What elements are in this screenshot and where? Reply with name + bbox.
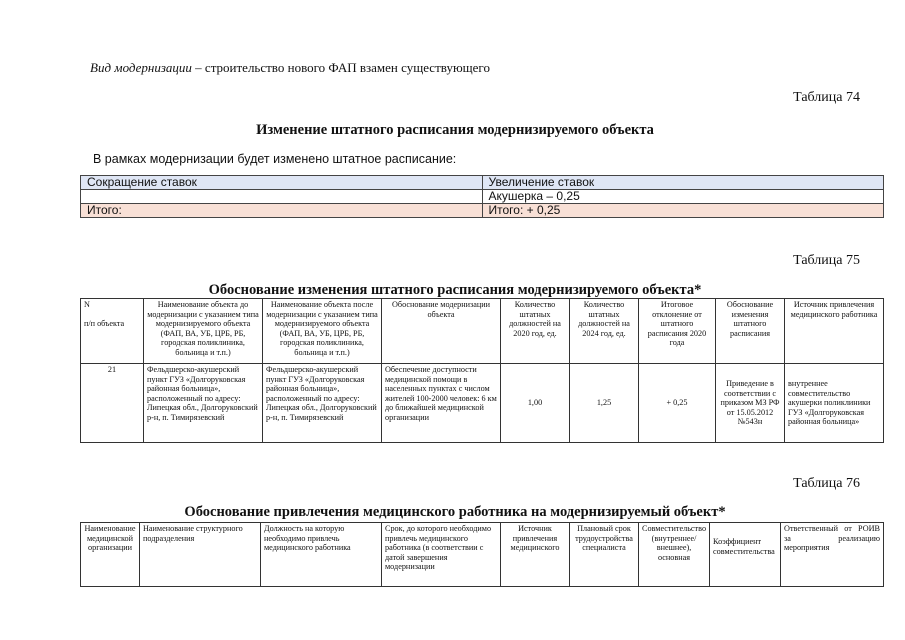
change-reason: Приведение в соответствии с приказом МЗ РФ от 15.05.2012 №543н xyxy=(716,364,785,443)
justification: Обеспечение доступности медицинской помощи в населенных пунктах с числом жителей 100-2000 человек: 6 км до ближайшей медицинской организации xyxy=(382,364,501,443)
header-increase: Увеличение ставок xyxy=(482,176,884,190)
table-row xyxy=(81,190,884,204)
header-name-before: Наименование объекта до модернизации с указанием типа модернизируемого объекта (ФАП, ВА, УБ, ЦРБ, РБ, городская поликлиника, больница и т.п.) xyxy=(144,299,263,364)
header-source: Источник привлечения медицинского работника xyxy=(785,299,884,364)
total-reduction: Итого: xyxy=(81,204,483,218)
staff-2020: 1,00 xyxy=(501,364,570,443)
table-74-title: Изменение штатного расписания модернизируемого объекта xyxy=(256,122,654,138)
table-header-row xyxy=(81,299,884,364)
modernization-type-line xyxy=(90,60,490,76)
header-staff-2020: Количество штатных должностей на 2020 год, ед. xyxy=(501,299,570,364)
header-combination: Совместительство (внутреннее/внешнее), основная xyxy=(639,523,710,587)
header-deviation: Итоговое отклонение от штатного расписания 2020 года xyxy=(639,299,716,364)
header-reduction: Сокращение ставок xyxy=(81,176,483,190)
header-responsible: Ответственный от РОИВ за реализацию мероприятия xyxy=(781,523,884,587)
header-subdivision: Наименование структурного подразделения xyxy=(140,523,261,587)
table-header-row xyxy=(81,176,884,190)
header-source: Источник привлечения медицинского xyxy=(501,523,570,587)
name-before: Фельдшерско-акушерский пункт ГУЗ «Долгоруковская районная больница», расположенный по адресу: Липецкая обл., Долгоруковский р-н, п. Тимирязевский xyxy=(144,364,263,443)
table-75-label: Таблица 75 xyxy=(793,253,860,268)
table-76-label: Таблица 76 xyxy=(793,476,860,491)
header-deadline: Срок, до которого необходимо привлечь медицинского работника (в соответствии с датой завершения модернизации xyxy=(382,523,501,587)
table-74-label: Таблица 74 xyxy=(793,90,860,105)
header-staff-2024: Количество штатных должностей на 2024 год, ед. xyxy=(570,299,639,364)
table-header-row xyxy=(81,523,884,587)
modernization-type-label: Вид модернизации xyxy=(90,60,192,75)
worker-attraction-table xyxy=(80,522,884,587)
staff-justification-table xyxy=(80,298,884,443)
staff-change-table xyxy=(80,175,884,218)
staff-2024: 1,25 xyxy=(570,364,639,443)
header-hiring-term: Плановый срок трудоустройства специалиста xyxy=(570,523,639,587)
header-justification: Обоснование модернизации объекта xyxy=(382,299,501,364)
header-position: Должность на которую необходимо привлечь медицинского работника xyxy=(261,523,382,587)
header-coefficient: Коэффициент совместительства xyxy=(710,523,781,587)
table-76-title: Обоснование привлечения медицинского работника на модернизируемый объект* xyxy=(184,504,726,520)
source: внутреннее совместительство акушерки поликлиники ГУЗ «Долгоруковская районная больница» xyxy=(785,364,884,443)
header-name-after: Наименование объекта после модернизации с указанием типа модернизируемого объекта (ФАП, ВА, УБ, ЦРБ, РБ, городская поликлиника, больница и т.п.) xyxy=(263,299,382,364)
header-object-number: N п/п объекта xyxy=(81,299,144,364)
total-increase: Итого: + 0,25 xyxy=(482,204,884,218)
deviation: + 0,25 xyxy=(639,364,716,443)
table-row xyxy=(81,364,884,443)
table-75-title: Обоснование изменения штатного расписания модернизируемого объекта* xyxy=(208,282,702,298)
modernization-type-value: – строительство нового ФАП взамен существующего xyxy=(191,60,490,75)
increase-cell: Акушерка – 0,25 xyxy=(482,190,884,204)
header-change-reason: Обоснование изменения штатного расписания xyxy=(716,299,785,364)
name-after: Фельдшерско-акушерский пункт ГУЗ «Долгоруковская районная больница», расположенный по адресу: Липецкая обл., Долгоруковский р-н, п. Тимирязевский xyxy=(263,364,382,443)
table-74-paragraph: В рамках модернизации будет изменено штатное расписание: xyxy=(93,152,457,166)
total-row xyxy=(81,204,884,218)
object-number: 21 xyxy=(81,364,144,443)
reduction-cell xyxy=(81,190,483,204)
header-organization: Наименование медицинской организации xyxy=(81,523,140,587)
